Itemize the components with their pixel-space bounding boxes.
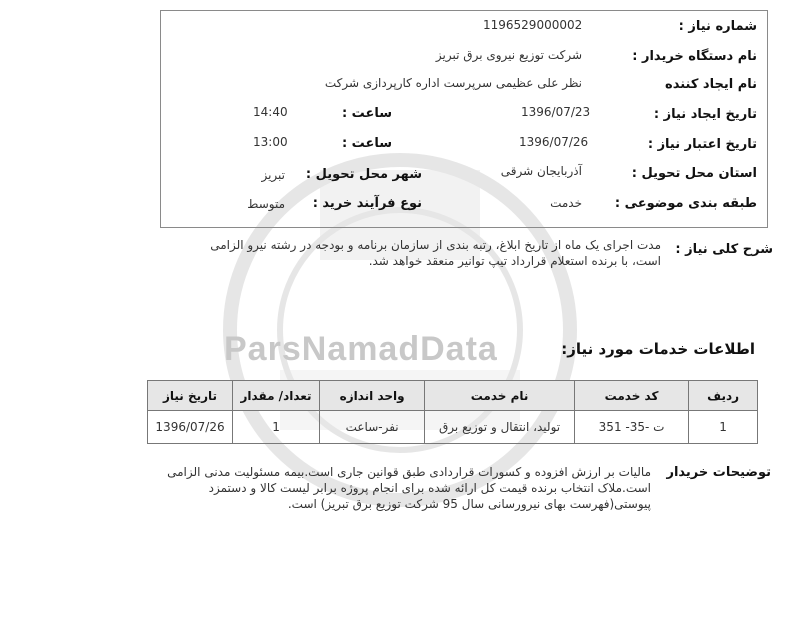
cell-unit: نفر-ساعت xyxy=(320,411,425,444)
process-label: نوع فرآیند خرید : xyxy=(312,196,422,211)
services-title: اطلاعات خدمات مورد نیاز: xyxy=(561,340,755,358)
buyer-notes-text xyxy=(91,464,651,512)
buyer-notes-line-2: است.ملاک انتخاب برنده قیمت کل ارائه شده برای انجام پروژه برابر لیست کالا و دستمزد xyxy=(208,481,651,495)
city-value: تبریز xyxy=(261,168,285,182)
valid-date-label: تاریخ اعتبار نیاز : xyxy=(647,137,757,152)
creator-label: نام ایجاد کننده xyxy=(665,77,757,92)
buyer-notes-label: توضیحات خریدار xyxy=(666,465,771,480)
valid-time-value: 13:00 xyxy=(253,135,288,149)
province-label: استان محل تحویل : xyxy=(631,166,757,181)
col-unit: واحد اندازه xyxy=(320,381,425,411)
need-number-value: 1196529000002 xyxy=(483,18,583,32)
buyer-org-label: نام دستگاه خریدار : xyxy=(632,49,757,64)
services-header-row xyxy=(148,381,758,411)
summary-label: شرح کلی نیاز : xyxy=(675,242,773,257)
col-qty: تعداد/ مقدار xyxy=(233,381,320,411)
category-value: خدمت xyxy=(550,196,582,210)
buyer-notes-line-3: پیوستی(فهرست بهای نیرورسانی سال 95 شرکت توزیع برق تبریز) است. xyxy=(287,497,651,511)
col-row: ردیف xyxy=(689,381,758,411)
province-value: آذربایجان شرقی xyxy=(500,164,582,178)
col-code: کد خدمت xyxy=(574,381,688,411)
need-info-box xyxy=(160,10,768,228)
process-value: متوسط xyxy=(247,197,285,211)
cell-date: 1396/07/26 xyxy=(148,411,233,444)
watermark-text: ParsNamadData xyxy=(224,330,498,368)
buyer-notes-line-1: مالیات بر ارزش افزوده و کسورات قراردادی طبق قوانین جاری است.بیمه مسئولیت مدنی الزامی xyxy=(167,465,651,479)
cell-qty: 1 xyxy=(233,411,320,444)
city-label: شهر محل تحویل : xyxy=(305,167,422,182)
col-name: نام خدمت xyxy=(425,381,575,411)
created-date-value: 1396/07/23 xyxy=(521,105,591,119)
need-number-label: شماره نیاز : xyxy=(678,19,757,34)
cell-row: 1 xyxy=(689,411,758,444)
cell-code: ت -35- 351 xyxy=(574,411,688,444)
services-table xyxy=(147,380,758,444)
table-row xyxy=(148,411,758,444)
buyer-org-value: شرکت توزیع نیروی برق تبریز xyxy=(435,48,582,62)
summary-text xyxy=(161,237,661,269)
created-time-label: ساعت : xyxy=(341,106,392,121)
creator-value: نظر علی عظیمی سرپرست اداره کارپردازی شرکت xyxy=(324,76,582,90)
created-time-value: 14:40 xyxy=(253,105,288,119)
valid-date-value: 1396/07/26 xyxy=(519,135,589,149)
summary-line-1: مدت اجرای یک ماه از تاریخ ابلاغ، رتبه بندی از سازمان برنامه و بودجه در رشته نیرو الزامی xyxy=(210,238,661,252)
summary-line-2: است، با برنده استعلام قرارداد تیپ توانیر منعقد خواهد شد. xyxy=(368,254,661,268)
created-date-label: تاریخ ایجاد نیاز : xyxy=(653,107,757,122)
valid-time-label: ساعت : xyxy=(341,136,392,151)
cell-name: تولید، انتقال و توزیع برق xyxy=(425,411,575,444)
col-date: تاریخ نیاز xyxy=(148,381,233,411)
category-label: طبقه بندی موضوعی : xyxy=(614,196,757,211)
